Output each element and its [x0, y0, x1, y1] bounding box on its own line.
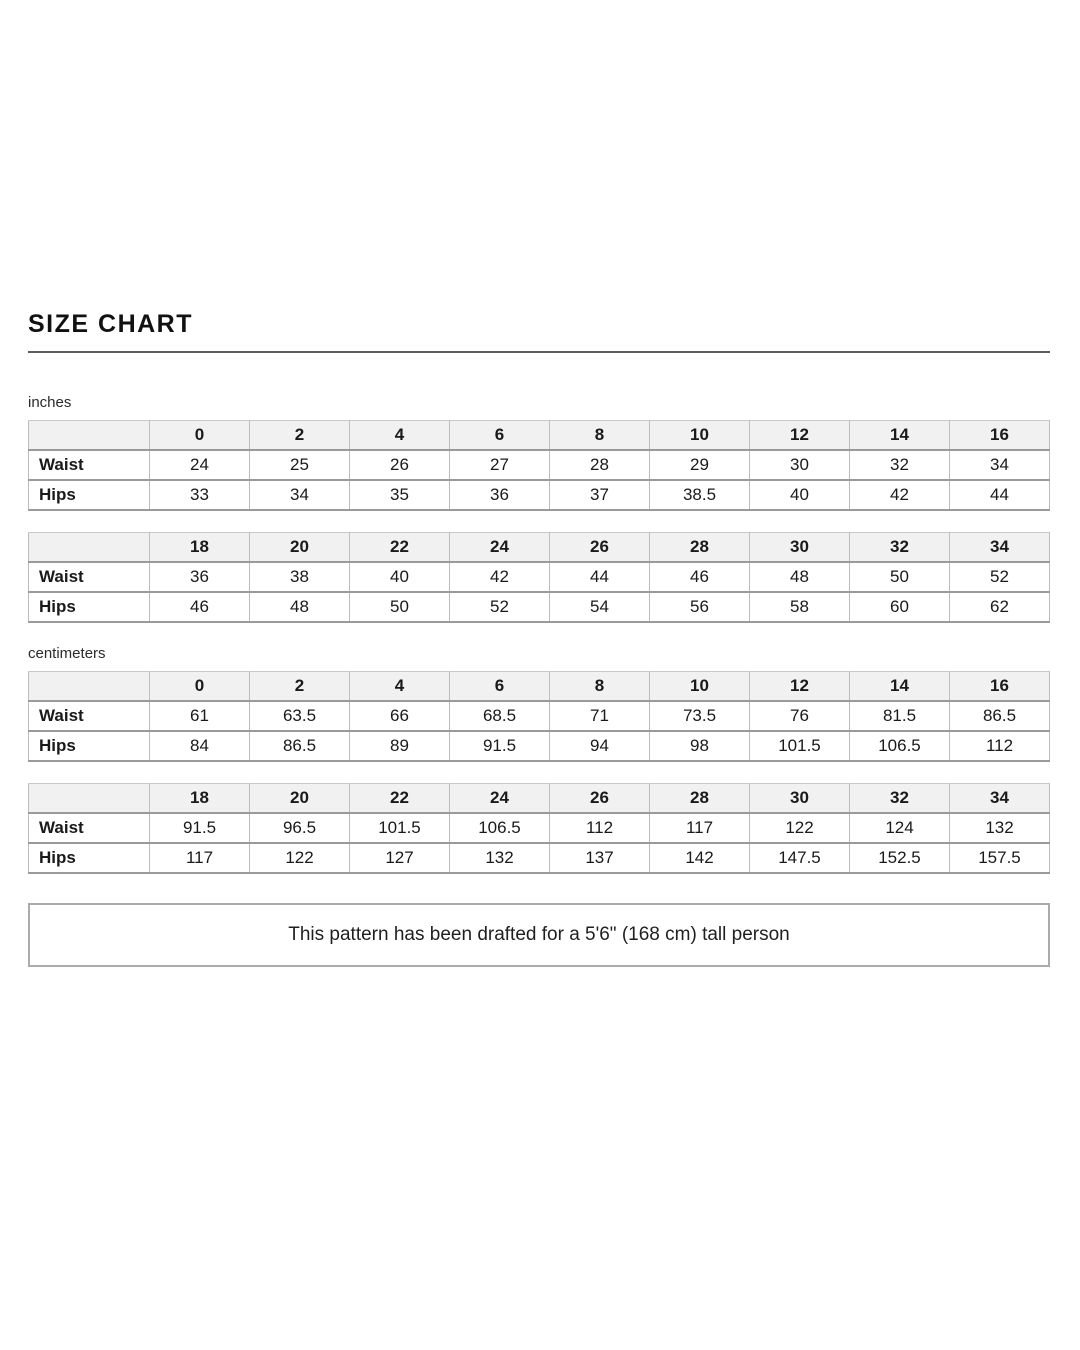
value-cell: 89	[350, 731, 450, 761]
value-cell: 32	[850, 450, 950, 480]
value-cell: 63.5	[250, 701, 350, 731]
size-header-cell: 22	[350, 784, 450, 814]
value-cell: 152.5	[850, 843, 950, 873]
value-cell: 122	[750, 813, 850, 843]
size-header-cell: 6	[450, 672, 550, 702]
value-cell: 96.5	[250, 813, 350, 843]
value-cell: 61	[150, 701, 250, 731]
size-header-row	[29, 672, 1050, 702]
value-cell: 62	[950, 592, 1050, 622]
value-cell: 38	[250, 562, 350, 592]
value-cell: 91.5	[450, 731, 550, 761]
size-header-cell: 16	[950, 672, 1050, 702]
unit-label-inches: inches	[28, 394, 72, 411]
size-header-cell: 32	[850, 533, 950, 563]
page-title: SIZE CHART	[28, 310, 193, 338]
size-header-cell: 34	[950, 533, 1050, 563]
inches-table-sizes-18-34	[28, 532, 1050, 623]
title-divider	[28, 351, 1050, 353]
row-label: Waist	[29, 813, 150, 843]
size-header-cell: 16	[950, 421, 1050, 451]
value-cell: 33	[150, 480, 250, 510]
value-cell: 35	[350, 480, 450, 510]
value-cell: 124	[850, 813, 950, 843]
row-label: Waist	[29, 562, 150, 592]
measurement-row	[29, 813, 1050, 843]
value-cell: 29	[650, 450, 750, 480]
inches-table-sizes-0-16	[28, 420, 1050, 511]
value-cell: 157.5	[950, 843, 1050, 873]
value-cell: 36	[150, 562, 250, 592]
value-cell: 46	[150, 592, 250, 622]
measurement-row	[29, 450, 1050, 480]
size-header-cell: 8	[550, 672, 650, 702]
size-header-cell: 4	[350, 421, 450, 451]
row-label: Hips	[29, 731, 150, 761]
size-header-cell: 0	[150, 421, 250, 451]
measurement-row	[29, 480, 1050, 510]
corner-cell	[29, 672, 150, 702]
value-cell: 52	[950, 562, 1050, 592]
value-cell: 91.5	[150, 813, 250, 843]
measurement-row	[29, 731, 1050, 761]
value-cell: 34	[250, 480, 350, 510]
size-header-cell: 18	[150, 533, 250, 563]
row-label: Hips	[29, 480, 150, 510]
size-header-cell: 20	[250, 784, 350, 814]
size-header-cell: 6	[450, 421, 550, 451]
value-cell: 94	[550, 731, 650, 761]
value-cell: 54	[550, 592, 650, 622]
value-cell: 147.5	[750, 843, 850, 873]
value-cell: 137	[550, 843, 650, 873]
value-cell: 127	[350, 843, 450, 873]
size-header-cell: 18	[150, 784, 250, 814]
pattern-note-box	[28, 903, 1050, 967]
value-cell: 86.5	[250, 731, 350, 761]
size-header-cell: 32	[850, 784, 950, 814]
size-header-cell: 10	[650, 672, 750, 702]
value-cell: 38.5	[650, 480, 750, 510]
value-cell: 117	[150, 843, 250, 873]
value-cell: 101.5	[750, 731, 850, 761]
value-cell: 42	[850, 480, 950, 510]
pattern-note-text: This pattern has been drafted for a 5'6" (168 cm) tall person	[288, 924, 790, 945]
size-header-cell: 8	[550, 421, 650, 451]
size-header-cell: 30	[750, 784, 850, 814]
value-cell: 76	[750, 701, 850, 731]
value-cell: 28	[550, 450, 650, 480]
value-cell: 25	[250, 450, 350, 480]
value-cell: 52	[450, 592, 550, 622]
value-cell: 122	[250, 843, 350, 873]
size-header-cell: 14	[850, 421, 950, 451]
size-header-cell: 24	[450, 533, 550, 563]
value-cell: 40	[750, 480, 850, 510]
value-cell: 36	[450, 480, 550, 510]
size-header-cell: 26	[550, 533, 650, 563]
row-label: Waist	[29, 701, 150, 731]
value-cell: 117	[650, 813, 750, 843]
unit-label-centimeters: centimeters	[28, 645, 106, 662]
row-label: Waist	[29, 450, 150, 480]
measurement-row	[29, 592, 1050, 622]
value-cell: 44	[950, 480, 1050, 510]
value-cell: 50	[350, 592, 450, 622]
value-cell: 142	[650, 843, 750, 873]
size-header-cell: 20	[250, 533, 350, 563]
measurement-row	[29, 562, 1050, 592]
size-header-cell: 24	[450, 784, 550, 814]
size-header-row	[29, 533, 1050, 563]
size-header-row	[29, 421, 1050, 451]
value-cell: 58	[750, 592, 850, 622]
value-cell: 42	[450, 562, 550, 592]
value-cell: 48	[250, 592, 350, 622]
corner-cell	[29, 784, 150, 814]
size-header-cell: 12	[750, 672, 850, 702]
value-cell: 112	[950, 731, 1050, 761]
size-header-cell: 26	[550, 784, 650, 814]
measurement-row	[29, 843, 1050, 873]
size-header-cell: 2	[250, 672, 350, 702]
centimeters-table-sizes-18-34	[28, 783, 1050, 874]
centimeters-table-sizes-0-16	[28, 671, 1050, 762]
value-cell: 60	[850, 592, 950, 622]
value-cell: 68.5	[450, 701, 550, 731]
size-header-cell: 14	[850, 672, 950, 702]
size-header-cell: 30	[750, 533, 850, 563]
value-cell: 26	[350, 450, 450, 480]
value-cell: 84	[150, 731, 250, 761]
value-cell: 24	[150, 450, 250, 480]
size-header-cell: 12	[750, 421, 850, 451]
size-header-cell: 28	[650, 533, 750, 563]
size-header-cell: 34	[950, 784, 1050, 814]
value-cell: 34	[950, 450, 1050, 480]
value-cell: 132	[950, 813, 1050, 843]
value-cell: 101.5	[350, 813, 450, 843]
value-cell: 37	[550, 480, 650, 510]
value-cell: 27	[450, 450, 550, 480]
value-cell: 86.5	[950, 701, 1050, 731]
value-cell: 44	[550, 562, 650, 592]
value-cell: 48	[750, 562, 850, 592]
size-header-row	[29, 784, 1050, 814]
corner-cell	[29, 421, 150, 451]
size-header-cell: 10	[650, 421, 750, 451]
value-cell: 106.5	[450, 813, 550, 843]
corner-cell	[29, 533, 150, 563]
value-cell: 112	[550, 813, 650, 843]
value-cell: 71	[550, 701, 650, 731]
value-cell: 50	[850, 562, 950, 592]
value-cell: 106.5	[850, 731, 950, 761]
value-cell: 66	[350, 701, 450, 731]
value-cell: 132	[450, 843, 550, 873]
size-header-cell: 28	[650, 784, 750, 814]
value-cell: 73.5	[650, 701, 750, 731]
measurement-row	[29, 701, 1050, 731]
size-header-cell: 4	[350, 672, 450, 702]
size-header-cell: 22	[350, 533, 450, 563]
value-cell: 40	[350, 562, 450, 592]
row-label: Hips	[29, 843, 150, 873]
size-header-cell: 2	[250, 421, 350, 451]
value-cell: 46	[650, 562, 750, 592]
value-cell: 56	[650, 592, 750, 622]
value-cell: 98	[650, 731, 750, 761]
value-cell: 30	[750, 450, 850, 480]
row-label: Hips	[29, 592, 150, 622]
value-cell: 81.5	[850, 701, 950, 731]
size-header-cell: 0	[150, 672, 250, 702]
